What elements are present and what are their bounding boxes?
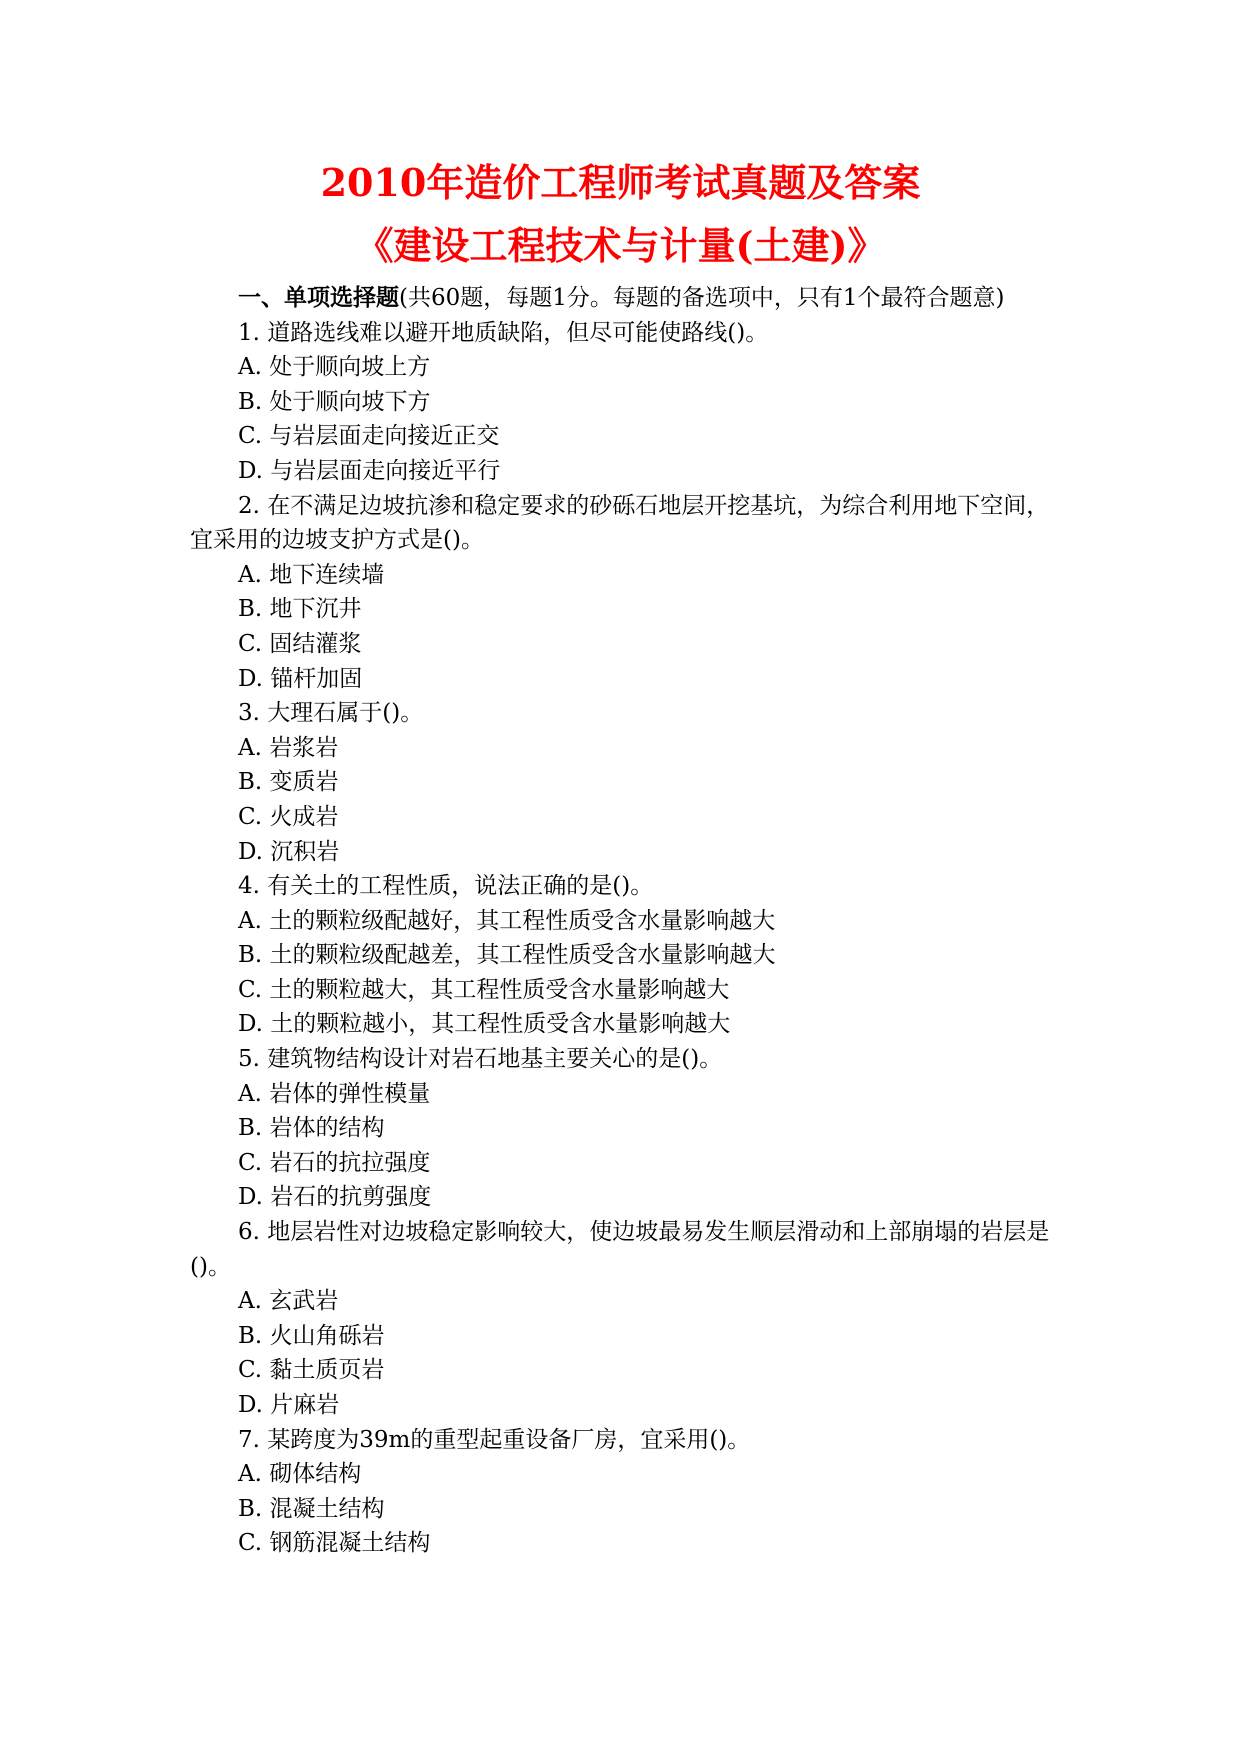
option-a: A. 玄武岩 <box>238 1288 339 1315</box>
option-a: A. 处于顺向坡上方 <box>238 354 431 381</box>
option-b: B. 地下沉井 <box>238 596 362 623</box>
question-stem: 3. 大理石属于()。 <box>238 700 424 727</box>
option-b: B. 变质岩 <box>238 769 339 796</box>
option-d: D. 与岩层面走向接近平行 <box>238 457 501 484</box>
option-c: C. 与岩层面走向接近正交 <box>238 423 500 450</box>
question-stem: 4. 有关土的工程性质，说法正确的是()。 <box>238 873 654 900</box>
option-c: C. 黏土质页岩 <box>238 1357 385 1384</box>
question-stem: 5. 建筑物结构设计对岩石地基主要关心的是()。 <box>238 1046 723 1073</box>
section-intro <box>190 281 1055 316</box>
document-body <box>190 281 1055 1561</box>
option-a: A. 砌体结构 <box>238 1461 362 1488</box>
section-note: (共60题，每题1分。每题的备选项中，只有1个最符合题意) <box>399 285 1005 311</box>
option-c: C. 土的颗粒越大，其工程性质受含水量影响越大 <box>238 976 730 1003</box>
option-c: C. 火成岩 <box>238 803 339 830</box>
question-stem: 2. 在不满足边坡抗渗和稳定要求的砂砾石地层开挖基坑，为综合利用地下空间，宜采用的边坡支护方式是()。 <box>190 492 1050 554</box>
option-a: A. 地下连续墙 <box>238 561 385 588</box>
option-d: D. 土的颗粒越小，其工程性质受含水量影响越大 <box>238 1011 731 1038</box>
option-d: D. 片麻岩 <box>238 1392 340 1418</box>
section-heading: 一、单项选择题 <box>238 284 399 311</box>
question-7 <box>190 1423 1055 1561</box>
question-2 <box>190 489 1055 697</box>
option-b: B. 火山角砾岩 <box>238 1322 385 1349</box>
question-5 <box>190 1042 1055 1215</box>
question-stem: 1. 道路选线难以避开地质缺陷，但尽可能使路线()。 <box>238 319 769 346</box>
option-a: A. 岩浆岩 <box>238 734 339 761</box>
question-6 <box>190 1215 1055 1423</box>
option-d: D. 岩石的抗剪强度 <box>238 1184 432 1211</box>
option-c: C. 固结灌浆 <box>238 630 362 657</box>
option-d: D. 锚杆加固 <box>238 665 363 692</box>
question-4 <box>190 869 1055 1042</box>
option-b: B. 岩体的结构 <box>238 1115 385 1142</box>
question-stem: 6. 地层岩性对边坡稳定影响较大，使边坡最易发生顺层滑动和上部崩塌的岩层是()。 <box>190 1219 1050 1280</box>
option-d: D. 沉积岩 <box>238 838 340 865</box>
question-stem: 7. 某跨度为39m的重型起重设备厂房，宜采用()。 <box>238 1426 751 1453</box>
option-c: C. 钢筋混凝土结构 <box>238 1530 431 1557</box>
question-3 <box>190 696 1055 869</box>
page-title: 2010年造价工程师考试真题及答案 <box>320 160 921 205</box>
option-a: A. 土的颗粒级配越好，其工程性质受含水量影响越大 <box>238 907 776 934</box>
page-subtitle: 《建设工程技术与计量(土建)》 <box>355 223 886 268</box>
option-b: B. 混凝土结构 <box>238 1495 385 1522</box>
option-b: B. 处于顺向坡下方 <box>238 388 431 415</box>
option-c: C. 岩石的抗拉强度 <box>238 1149 431 1176</box>
option-b: B. 土的颗粒级配越差，其工程性质受含水量影响越大 <box>238 942 776 969</box>
option-a: A. 岩体的弹性模量 <box>238 1080 431 1107</box>
question-1 <box>190 316 1055 489</box>
